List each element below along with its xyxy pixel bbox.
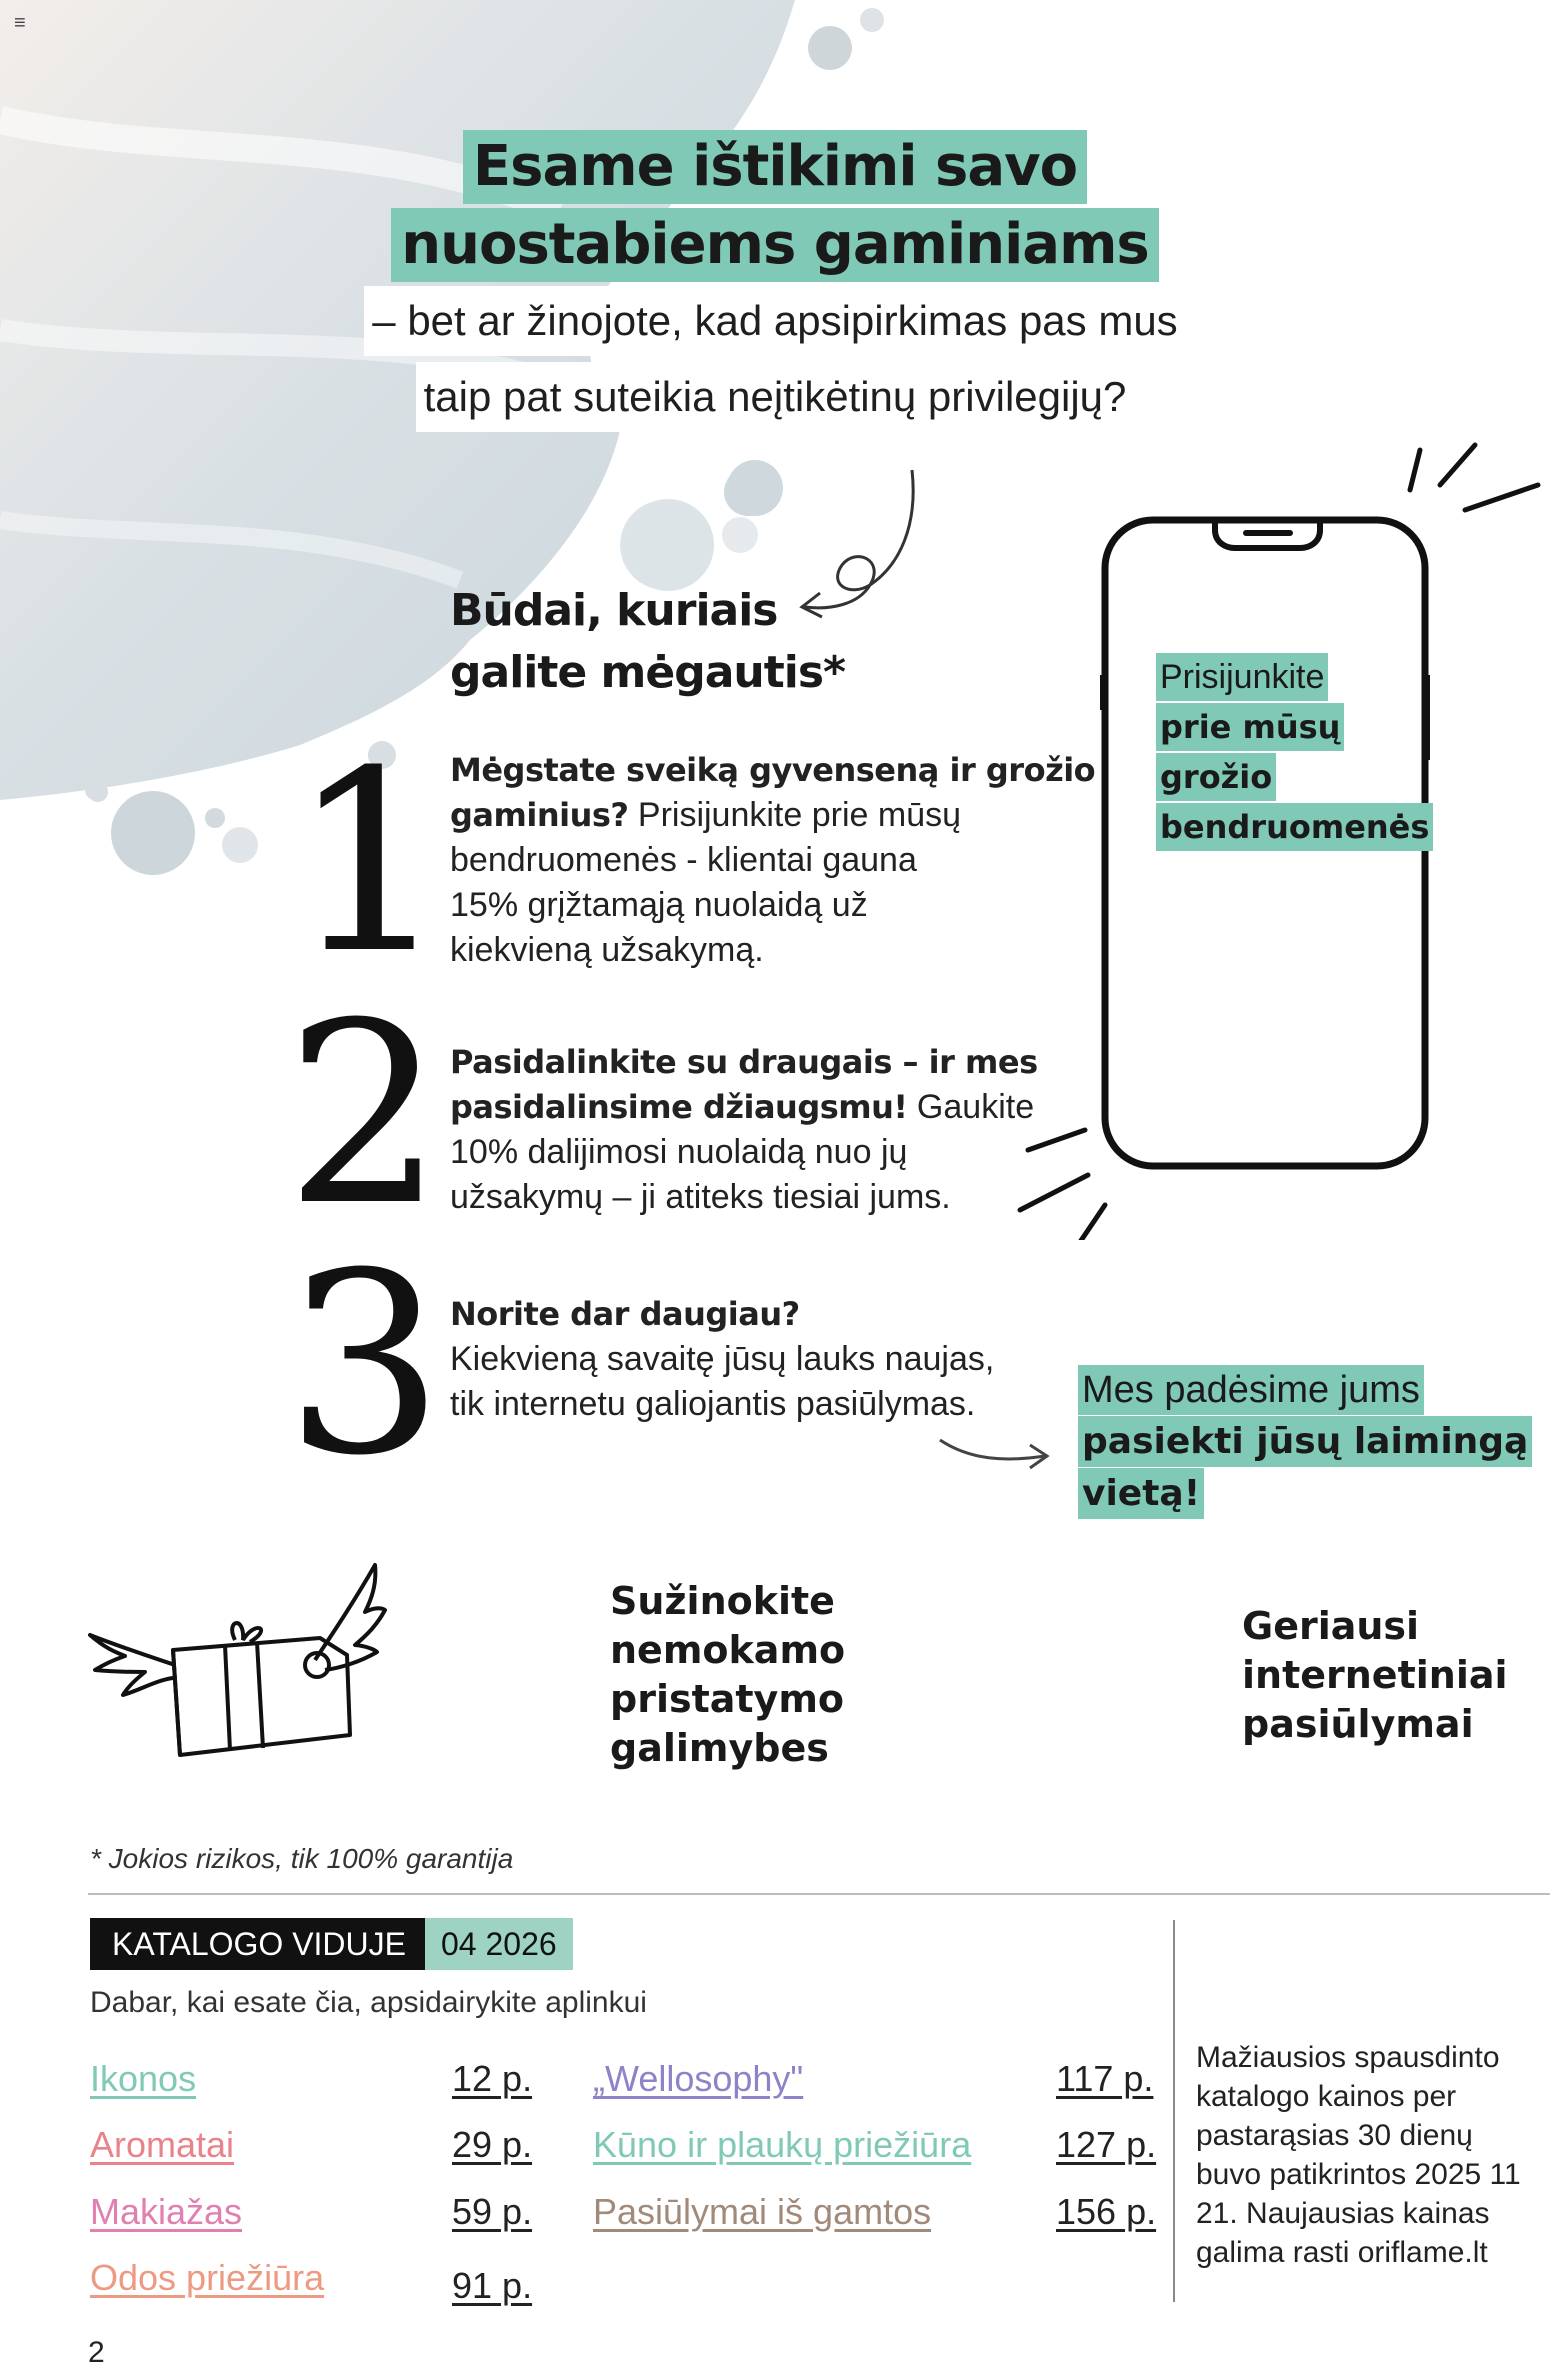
page-number: 2	[88, 2336, 105, 2369]
headline-line-2: nuostabiems gaminiams	[391, 208, 1159, 282]
vertical-divider	[1173, 1920, 1175, 2302]
step-2-bold-line-1: Pasidalinkite su draugais – ir mes	[450, 1043, 1038, 1081]
phone-callout-line-4: bendruomenės	[1160, 808, 1430, 846]
step-1-line-3: 15% grįžtamąją nuolaidą už	[450, 886, 868, 924]
step-3-text	[450, 1292, 994, 1427]
help-callout-line-1: Mes padėsime jums	[1078, 1365, 1424, 1415]
arrow-right-icon	[935, 1430, 1055, 1480]
online-offers-line-1: Geriausi	[1242, 1604, 1420, 1648]
headline-line-1: Esame ištikimi savo	[463, 130, 1087, 204]
toc-page-pasiulymai-is-gamtos[interactable]: 156 p.	[1056, 2191, 1157, 2232]
step-1-bold-line-1: Mėgstate sveiką gyvenseną ir grožio	[450, 751, 1096, 789]
lookaround-text: Dabar, kai esate čia, apsidairykite aplinkui	[90, 1986, 647, 2019]
online-offers-line-3: pasiūlymai	[1242, 1702, 1474, 1746]
step-2-line-1: Gaukite	[907, 1088, 1035, 1126]
free-delivery-line-4: galimybes	[610, 1726, 829, 1770]
online-offers-line-2: internetiniai	[1242, 1653, 1508, 1697]
step-3-line-1: Kiekvieną savaitę jūsų lauks naujas,	[450, 1340, 995, 1378]
toc-link-wellosophy[interactable]: „Wellosophy"	[593, 2058, 804, 2099]
toc-page-kuno-ir-plauku[interactable]: 127 p.	[1056, 2124, 1157, 2165]
divider	[88, 1893, 1550, 1895]
phone-callout-line-1: Prisijunkite	[1156, 653, 1328, 701]
toc-page-ikonos[interactable]: 12 p.	[452, 2058, 533, 2099]
catalog-date: 04 2026	[425, 1918, 573, 1970]
step-2-number: 2	[285, 969, 445, 1260]
help-callout-line-2: pasiekti jūsų laimingą	[1082, 1421, 1529, 1462]
toc-link-makiazas[interactable]: Makiažas	[90, 2191, 243, 2232]
help-callout	[1078, 1365, 1532, 1520]
toc-page-aromatai[interactable]: 29 p.	[452, 2124, 533, 2165]
toc-page-makiazas[interactable]: 59 p.	[452, 2191, 533, 2232]
free-delivery-line-1: Sužinokite	[610, 1579, 835, 1623]
toc-link-odos-prieziura[interactable]: Odos priežiūra	[90, 2257, 325, 2298]
phone-callout-line-3: grožio	[1160, 758, 1273, 796]
toc-link-kuno-ir-plauku[interactable]: Kūno ir plaukų priežiūra	[593, 2124, 972, 2165]
price-note: Mažiausios spausdinto katalogo kainos per pastarąsias 30 dienų buvo patikrintos 2025 11 21. Naujausias kainas galima rasti oriflame.lt	[1196, 2041, 1521, 2269]
ways-title-line-1: Būdai, kuriais	[450, 585, 778, 636]
step-2-line-2: 10% dalijimosi nuolaidą nuo jų	[450, 1133, 908, 1171]
catalog-label: KATALOGO VIDUJE	[90, 1918, 428, 1970]
step-1-text	[450, 748, 1095, 973]
footnote: * Jokios rizikos, tik 100% garantija	[90, 1843, 514, 1874]
step-1-bold-line-2: gaminius?	[450, 796, 629, 834]
menu-icon[interactable]: ≡	[14, 12, 26, 34]
online-offers-feature	[1242, 1602, 1508, 1749]
ways-title	[450, 580, 845, 704]
step-3-number: 3	[285, 1219, 445, 1510]
free-delivery-feature	[610, 1577, 845, 1773]
free-delivery-line-3: pristatymo	[610, 1677, 845, 1721]
subheadline-line-1: – bet ar žinojote, kad apsipirkimas pas mus	[364, 286, 1185, 356]
ways-title-line-2: galite mėgautis*	[450, 647, 846, 698]
step-2-line-3: užsakymų – ji atiteks tiesiai jums.	[450, 1178, 951, 1216]
toc-page-odos-prieziura[interactable]: 91 p.	[452, 2265, 533, 2306]
phone-callout-line-2: prie mūsų	[1160, 708, 1341, 746]
toc-link-ikonos[interactable]: Ikonos	[90, 2058, 197, 2099]
phone-callout	[1156, 653, 1433, 853]
toc-link-pasiulymai-is-gamtos[interactable]: Pasiūlymai iš gamtos	[593, 2191, 932, 2232]
toc-page-wellosophy[interactable]: 117 p.	[1056, 2058, 1154, 2099]
toc-link-aromatai[interactable]: Aromatai	[90, 2124, 235, 2165]
step-3-bold-line-1: Norite dar daugiau?	[450, 1295, 800, 1333]
headline	[0, 128, 1550, 432]
step-2-bold-line-2: pasidalinsime džiaugsmu!	[450, 1088, 908, 1126]
step-1-line-1: Prisijunkite prie mūsų	[628, 796, 962, 834]
step-1-line-2: bendruomenės - klientai gauna	[450, 841, 917, 879]
subheadline-line-2: taip pat suteikia neįtikėtinų privilegijų?	[416, 362, 1135, 432]
free-delivery-line-2: nemokamo	[610, 1628, 846, 1672]
flying-gift-icon	[85, 1560, 395, 1770]
step-1-line-4: kiekvieną užsakymą.	[450, 931, 764, 969]
step-2-text	[450, 1040, 1038, 1220]
step-1-number: 1	[290, 717, 450, 1008]
help-callout-line-3: vietą!	[1082, 1473, 1201, 1514]
step-3-line-2: tik internetu galiojantis pasiūlymas.	[450, 1385, 976, 1423]
